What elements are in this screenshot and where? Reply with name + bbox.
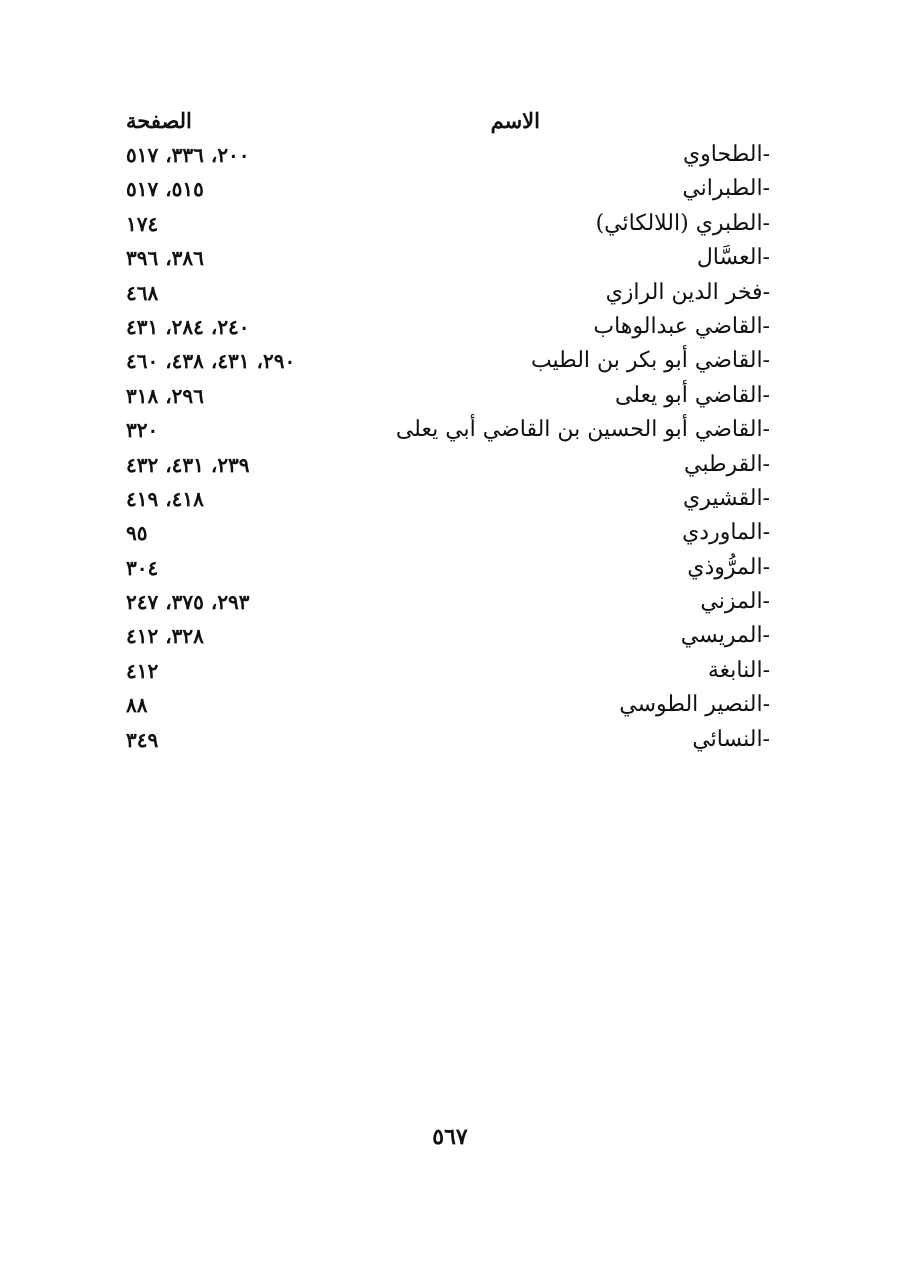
index-entry (120, 207, 770, 241)
index-entry (120, 172, 770, 206)
entry-pages: ٣٢٠ (126, 418, 159, 443)
index-entry (120, 448, 770, 482)
index-entry (120, 551, 770, 585)
entry-pages: ٢٩٠، ٤٣١، ٤٣٨، ٤٦٠ (126, 349, 296, 374)
index-entries (120, 138, 770, 757)
entry-name: -القرطبي (683, 451, 770, 477)
index-entry (120, 276, 770, 310)
entry-pages: ٩٥ (126, 521, 148, 546)
entry-pages: ٢٠٠، ٣٣٦، ٥١٧ (126, 143, 250, 167)
entry-pages: ٢٤٠، ٢٨٤، ٤٣١ (126, 314, 250, 339)
entry-pages: ٤٦٨ (126, 280, 159, 305)
entry-name: -النابغة (707, 657, 770, 683)
entry-name: -فخر الدين الرازي (605, 279, 770, 305)
entry-name: -المريسي (680, 623, 770, 649)
entry-name: -القاضي أبو بكر بن الطيب (530, 348, 770, 374)
entry-pages: ١٧٤ (126, 211, 159, 236)
entry-pages: ٣٤٩ (126, 727, 159, 752)
entry-name: -النصير الطوسي (619, 692, 770, 718)
page-number: ٥٦٧ (432, 1124, 468, 1150)
index-entry (120, 138, 770, 172)
index-entry (120, 585, 770, 619)
column-header-row (120, 104, 770, 138)
entry-pages: ٨٨ (126, 693, 148, 718)
entry-name: -العسَّال (696, 245, 770, 271)
entry-pages: ٣٠٤ (126, 555, 159, 580)
index-entry (120, 344, 770, 378)
entry-name: -القشيري (682, 485, 770, 511)
entry-name: -الطبراني (682, 176, 770, 202)
index-entry (120, 241, 770, 275)
entry-pages: ٢٣٩، ٤٣١، ٤٣٢ (126, 452, 250, 477)
index-entry (120, 723, 770, 757)
entry-name: -المزني (700, 589, 770, 615)
entry-pages: ٢٩٦، ٣١٨ (126, 383, 204, 408)
index-entry (120, 310, 770, 344)
index-entry (120, 379, 770, 413)
entry-name: -القاضي أبو يعلى (614, 382, 770, 408)
entry-name: -النسائي (692, 726, 770, 752)
page-column-header: الصفحة (126, 108, 192, 133)
entry-pages: ٥١٥، ٥١٧ (126, 177, 204, 202)
entry-pages: ٣٨٦، ٣٩٦ (126, 246, 204, 271)
entry-pages: ٣٢٨، ٤١٢ (126, 624, 204, 649)
entry-pages: ٢٩٣، ٣٧٥، ٢٤٧ (126, 590, 250, 615)
name-column-header: الاسم (490, 108, 540, 133)
index-entry (120, 482, 770, 516)
entry-name: -القاضي عبدالوهاب (593, 313, 770, 339)
entry-name: -المرُّوذي (687, 554, 770, 580)
entry-name: -الطبري (اللالكائي) (595, 210, 770, 236)
index-entry (120, 619, 770, 653)
entry-name: -القاضي أبو الحسين بن القاضي أبي يعلى (395, 417, 770, 443)
entry-pages: ٤١٢ (126, 658, 159, 683)
entry-name: -الطحاوي (682, 142, 770, 167)
entry-pages: ٤١٨، ٤١٩ (126, 486, 204, 511)
index-entry (120, 516, 770, 550)
index-entry (120, 688, 770, 722)
entry-name: -الماوردي (682, 520, 770, 546)
index-entry (120, 654, 770, 688)
index-entry (120, 413, 770, 447)
